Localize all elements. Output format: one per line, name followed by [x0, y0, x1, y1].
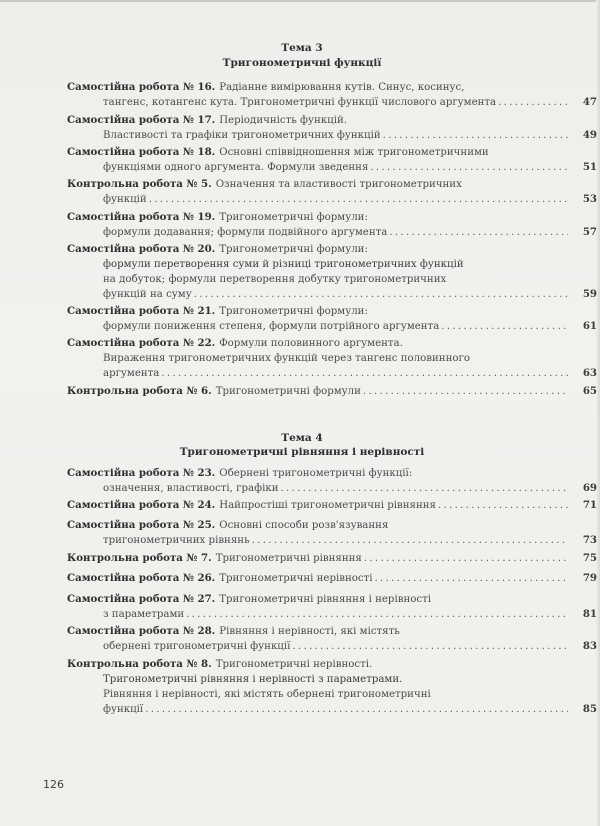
toc-entry-sr26[interactable] — [67, 571, 597, 586]
entry-title-line: Тригонометричні нерівності. — [215, 659, 373, 670]
entry-title-line: Рівняння і нерівності, які містять обернені тригонометричні — [103, 689, 431, 700]
entry-title-line: формули пониження степеня, формули потрійного аргумента — [103, 321, 440, 332]
leader-dots — [383, 128, 568, 143]
leader-dots — [280, 481, 568, 496]
entry-title-line: формули додавання; формули подвійного аргумента — [103, 227, 388, 238]
page-ref: 65 — [582, 385, 597, 397]
page-ref: 81 — [582, 608, 597, 620]
toc-entry-kr5[interactable] — [67, 177, 597, 207]
entry-title-line: аргумента — [103, 368, 160, 379]
toc-entry-sr16[interactable] — [67, 80, 597, 110]
page-ref: 63 — [582, 367, 597, 379]
entry-lead: Контрольна робота № 8. — [67, 658, 212, 670]
entry-lead: Самостійна робота № 21. — [67, 305, 216, 317]
leader-dots — [186, 607, 568, 622]
toc-entry-kr8[interactable] — [67, 657, 597, 717]
entry-lead: Самостійна робота № 26. — [67, 572, 216, 584]
entry-lead: Самостійна робота № 16. — [67, 81, 216, 93]
entry-title-line: Означення та властивості тригонометричних — [215, 179, 462, 190]
entry-title-line: Тригонометричні формули: — [219, 306, 368, 317]
entry-title-line: означення, властивості, графіки — [103, 483, 279, 494]
entry-title-line: Тригонометричні нерівності — [219, 573, 373, 584]
toc-entry-sr19[interactable] — [67, 210, 597, 240]
leader-dots — [252, 533, 568, 548]
entry-lead: Самостійна робота № 17. — [67, 114, 216, 126]
page-ref: 79 — [582, 572, 597, 584]
entry-lead: Самостійна робота № 25. — [67, 519, 216, 531]
page-top-edge — [0, 0, 600, 2]
entry-title-line: функцій на суму — [103, 289, 192, 300]
entry-lead: Самостійна робота № 28. — [67, 625, 216, 637]
toc-entry-sr28[interactable] — [67, 624, 597, 654]
page-ref: 83 — [582, 640, 597, 652]
leader-dots — [364, 551, 568, 566]
toc-entry-sr22[interactable] — [67, 336, 597, 381]
page-ref: 69 — [582, 482, 597, 494]
entry-title-line: Тригонометричні формули: — [219, 212, 368, 223]
entry-title-line: на добуток; формули перетворення добутку тригонометричних — [103, 274, 447, 285]
toc-entry-sr18[interactable] — [67, 145, 597, 175]
entry-title-line: функції — [103, 704, 144, 715]
entry-title-line: обернені тригонометричні функції — [103, 641, 291, 652]
leader-dots — [363, 384, 568, 399]
entry-title-line: Тригонометричні рівняння — [215, 553, 362, 564]
entry-title-line: Тригонометричні рівняння і нерівності — [219, 594, 431, 605]
entry-lead: Самостійна робота № 19. — [67, 211, 216, 223]
page-ref: 49 — [582, 129, 597, 141]
page-ref: 53 — [582, 193, 597, 205]
page-ref: 61 — [582, 320, 597, 332]
page-ref: 85 — [582, 703, 597, 715]
leader-dots — [194, 287, 568, 302]
entry-title-line: Тригонометричні рівняння і нерівності з параметрами. — [103, 674, 403, 685]
entry-lead: Самостійна робота № 22. — [67, 337, 216, 349]
page-ref: 59 — [582, 288, 597, 300]
toc-entry-sr21[interactable] — [67, 304, 597, 334]
page-number: 126 — [43, 778, 64, 791]
leader-dots — [145, 702, 568, 717]
entry-title-line: Тригонометричні формули — [215, 386, 361, 397]
page-ref: 73 — [582, 534, 597, 546]
entry-title-line: Найпростіші тригонометричні рівняння — [219, 500, 436, 511]
theme-3-title: Тригонометричні функції — [222, 57, 382, 69]
page-ref: 51 — [582, 161, 597, 173]
leader-dots — [375, 571, 569, 586]
leader-dots — [292, 639, 568, 654]
leader-dots — [389, 225, 568, 240]
entry-title-line: Основні способи розв'язування — [219, 520, 389, 531]
entry-lead: Контрольна робота № 6. — [67, 385, 212, 397]
entry-title-line: функцій — [103, 194, 147, 205]
entry-title-line: Тригонометричні формули: — [219, 244, 368, 255]
entry-title-line: тангенс, котангенс кута. Тригонометричні функції числового аргумента — [103, 97, 497, 108]
leader-dots — [498, 95, 568, 110]
entry-title-line: Рівняння і нерівності, які містять — [219, 626, 400, 637]
toc-entry-kr7[interactable] — [67, 551, 597, 566]
entry-lead: Самостійна робота № 23. — [67, 467, 216, 479]
theme-4-label: Тема 4 — [281, 432, 323, 444]
entry-title-line: з параметрами — [103, 609, 185, 620]
page-ref: 57 — [582, 226, 597, 238]
entry-title-line: Радіанне вимірювання кутів. Синус, косинус, — [219, 82, 465, 93]
theme-3-label: Тема 3 — [281, 42, 323, 54]
entry-lead: Самостійна робота № 24. — [67, 499, 216, 511]
entry-title-line: тригонометричних рівнянь — [103, 535, 250, 546]
page-ref: 47 — [582, 96, 597, 108]
leader-dots — [441, 319, 568, 334]
toc-entry-sr23[interactable] — [67, 466, 597, 496]
leader-dots — [438, 498, 568, 513]
page-ref: 71 — [582, 499, 597, 511]
entry-lead: Контрольна робота № 5. — [67, 178, 212, 190]
entry-title-line: функціями одного аргумента. Формули зведення — [103, 162, 369, 173]
theme-4-title: Тригонометричні рівняння і нерівності — [179, 446, 425, 458]
entry-title-line: формули перетворення суми й різниці тригонометричних функцій — [103, 259, 464, 270]
leader-dots — [161, 366, 568, 381]
entry-title-line: Вираження тригонометричних функцій через тангенс половинного — [103, 353, 470, 364]
entry-title-line: Основні співвідношення між тригонометричними — [219, 147, 489, 158]
toc-entry-sr17[interactable] — [67, 113, 597, 143]
entry-title-line: Формули половинного аргумента. — [219, 338, 403, 349]
toc-entry-kr6[interactable] — [67, 384, 597, 399]
leader-dots — [370, 160, 568, 175]
toc-entry-sr25[interactable] — [67, 518, 597, 548]
entry-title-line: Обернені тригонометричні функції: — [219, 468, 413, 479]
toc-entry-sr20[interactable] — [67, 242, 597, 302]
entry-lead: Самостійна робота № 27. — [67, 593, 216, 605]
entry-lead: Самостійна робота № 18. — [67, 146, 216, 158]
entry-title-line: Властивості та графіки тригонометричних функцій — [103, 130, 381, 141]
entry-title-line: Періодичність функцій. — [219, 115, 347, 126]
page-ref: 75 — [582, 552, 597, 564]
entry-lead: Контрольна робота № 7. — [67, 552, 212, 564]
leader-dots — [149, 192, 568, 207]
toc-entry-sr24[interactable] — [67, 498, 597, 513]
toc-entry-sr27[interactable] — [67, 592, 597, 622]
entry-lead: Самостійна робота № 20. — [67, 243, 216, 255]
